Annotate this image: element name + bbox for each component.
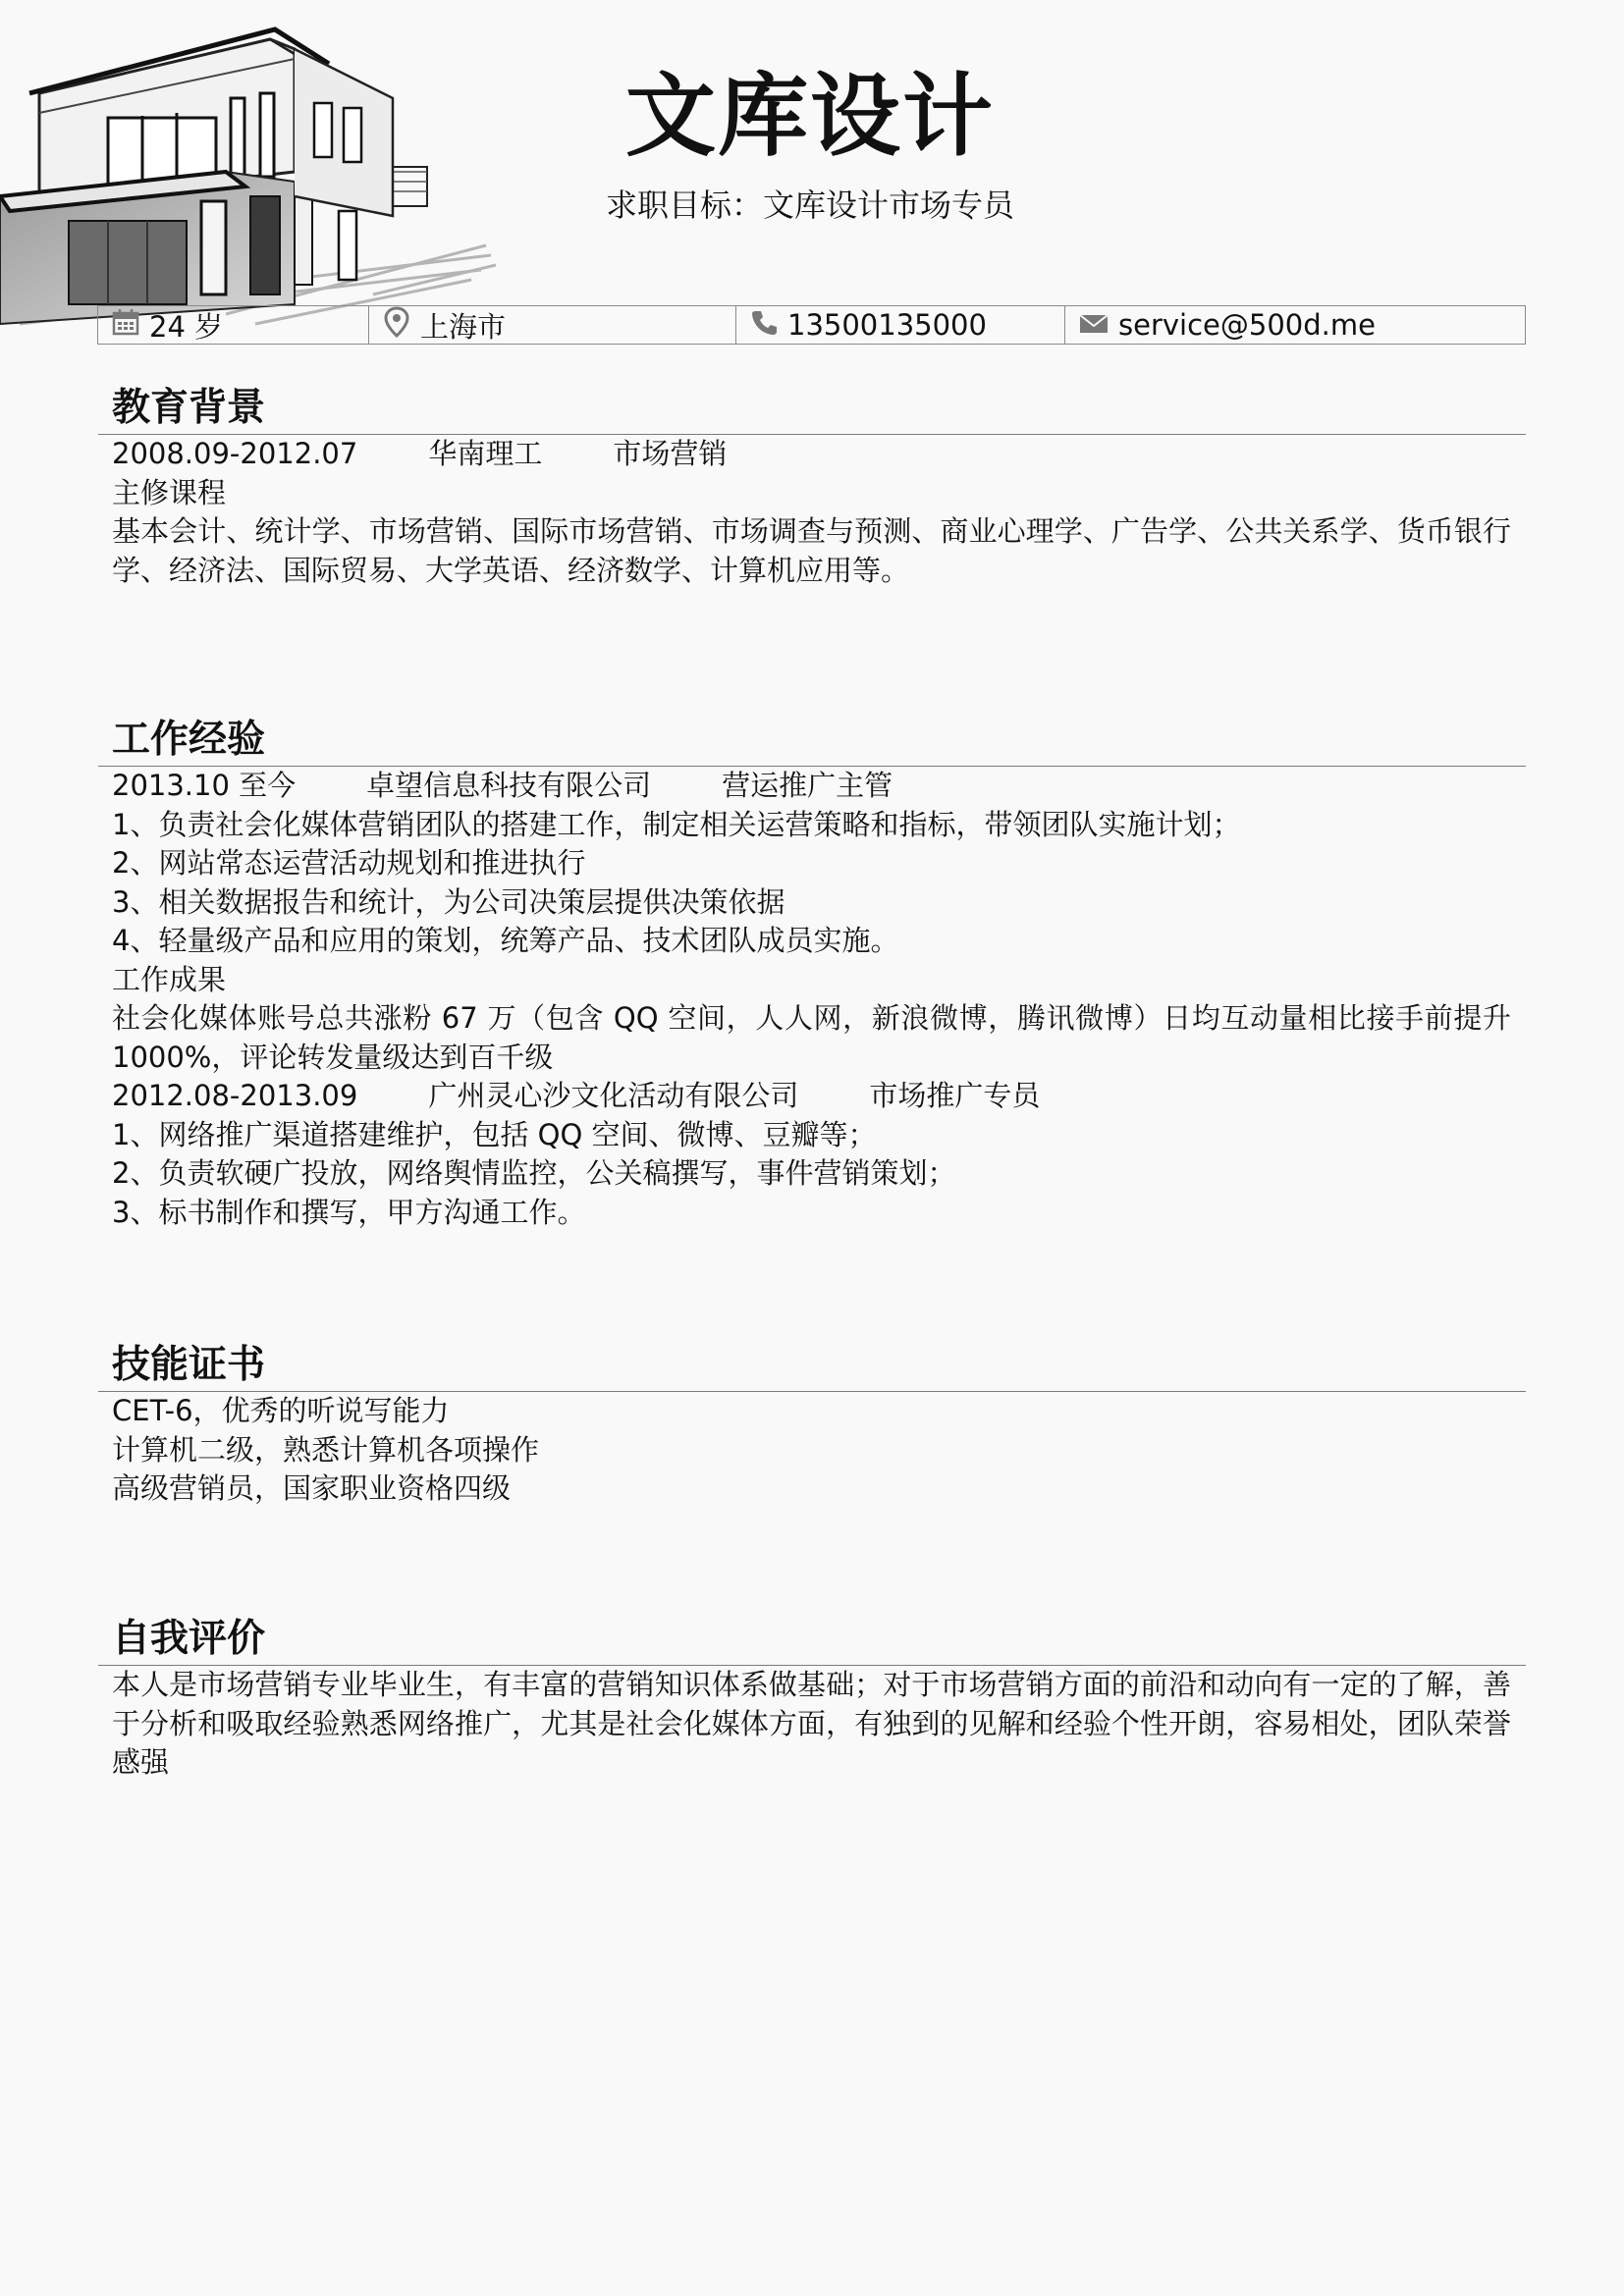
job-duty: 3、相关数据报告和统计，为公司决策层提供决策依据 — [112, 884, 785, 919]
section-title-skills: 技能证书 — [112, 1343, 266, 1387]
phone-icon — [750, 308, 778, 343]
job-objective: 求职目标：文库设计市场专员 — [605, 187, 1014, 224]
education-section — [112, 383, 1526, 590]
self-evaluation-section — [112, 1614, 1526, 1783]
education-major: 市场营销 — [613, 437, 728, 470]
email-cell — [1065, 306, 1525, 344]
job-role: 营运推广主管 — [722, 769, 893, 802]
age-cell — [98, 306, 369, 344]
skill-item: CET-6，优秀的听说写能力 — [112, 1394, 450, 1427]
job-role: 市场推广专员 — [869, 1079, 1041, 1112]
job-result-text: 社会化媒体账号总共涨粉 67 万（包含 QQ 空间，人人网，新浪微博，腾讯微博）日均互动量相比接手前提升 1000%，评论转发量级达到百千级 — [112, 1001, 1511, 1074]
job-company: 广州灵心沙文化活动有限公司 — [428, 1079, 799, 1112]
age-value: 24 岁 — [149, 309, 224, 344]
location-pin-icon — [383, 306, 410, 345]
job-duty: 1、网络推广渠道搭建维护，包括 QQ 空间、微博、豆瓣等； — [112, 1117, 877, 1151]
job-period: 2013.10 至今 — [112, 769, 297, 802]
self-evaluation-text: 本人是市场营销专业毕业生，有丰富的营销知识体系做基础；对于市场营销方面的前沿和动向有一定的了解，善于分析和吸取经验熟悉网络推广，尤其是社会化媒体方面，有独到的见解和经验个性开朗，容易相处，团队荣誉感强 — [112, 1668, 1511, 1779]
candidate-name: 文库设计 — [624, 64, 995, 169]
skills-section — [112, 1340, 1526, 1509]
section-title-work: 工作经验 — [112, 718, 266, 762]
city-value: 上海市 — [420, 309, 507, 344]
education-school: 华南理工 — [428, 437, 543, 470]
house-sketch-illustration — [0, 0, 501, 329]
courses-text: 基本会计、统计学、市场营销、国际市场营销、市场调查与预测、商业心理学、广告学、公共关系学、货币银行学、经济法、国际贸易、大学英语、经济数学、计算机应用等。 — [112, 514, 1511, 587]
job-duty: 1、负责社会化媒体营销团队的搭建工作，制定相关运营策略和指标，带领团队实施计划； — [112, 807, 1241, 841]
job-duty: 4、轻量级产品和应用的策划，统筹产品、技术团队成员实施。 — [112, 924, 899, 957]
phone-value: 13500135000 — [787, 308, 987, 342]
skill-item: 计算机二级，熟悉计算机各项操作 — [112, 1432, 540, 1467]
job-period: 2012.08-2013.09 — [112, 1079, 358, 1112]
skill-item: 高级营销员，国家职业资格四级 — [112, 1471, 512, 1505]
job-result-label: 工作成果 — [112, 962, 227, 996]
email-value: service@500d.me — [1118, 308, 1376, 342]
city-cell — [369, 306, 736, 344]
education-period: 2008.09-2012.07 — [112, 437, 358, 470]
job-duty: 2、负责软硬广投放，网络舆情监控，公关稿撰写，事件营销策划； — [112, 1156, 956, 1190]
courses-label: 主修课程 — [112, 475, 227, 509]
job-header — [112, 1077, 1526, 1116]
section-title-education: 教育背景 — [112, 386, 266, 430]
calendar-icon — [112, 308, 139, 343]
job-duty: 2、网站常态运营活动规划和推进执行 — [112, 846, 586, 880]
contact-info-bar — [97, 305, 1526, 345]
phone-cell — [736, 306, 1065, 344]
envelope-icon — [1079, 308, 1109, 342]
work-section — [112, 715, 1526, 1232]
job-duty: 3、标书制作和撰写，甲方沟通工作。 — [112, 1195, 586, 1229]
education-row — [112, 435, 1526, 474]
job-company: 卓望信息科技有限公司 — [366, 769, 652, 802]
section-title-self: 自我评价 — [112, 1617, 266, 1661]
job-header — [112, 767, 1526, 806]
